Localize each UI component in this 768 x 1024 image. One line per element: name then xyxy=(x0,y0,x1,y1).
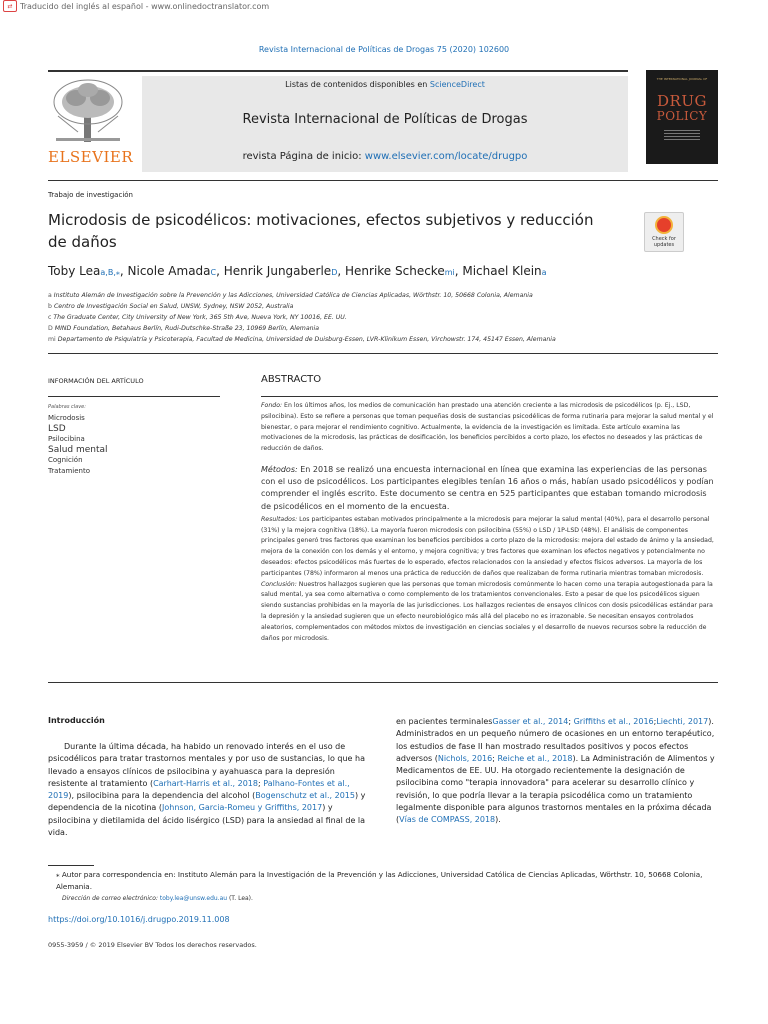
elsevier-tree-icon xyxy=(48,76,128,146)
citation-link[interactable]: Nichols, 2016 xyxy=(437,753,493,763)
divider xyxy=(48,682,718,683)
article-title: Microdosis de psicodélicos: motivaciones, efectos subjetivos y reducción de daños xyxy=(48,211,594,251)
contents-line: Listas de contenidos disponibles en ScienceDirect xyxy=(285,80,485,89)
keyword-list xyxy=(48,413,108,476)
publisher-name: ELSEVIER xyxy=(48,148,134,166)
intro-column-right xyxy=(396,716,718,827)
journal-title: Revista Internacional de Políticas de Drogas xyxy=(242,112,528,127)
copyright: 0955-3959 / © 2019 Elsevier BV Todos los derechos reservados. xyxy=(48,941,257,949)
divider xyxy=(48,353,718,354)
cover-title-policy: POLICY xyxy=(656,109,708,123)
author-affil-mark[interactable]: a xyxy=(541,268,547,277)
affiliation: c The Graduate Center, City University of New York, 365 5th Ave, Nueva York, NY 10016, EE. UU. xyxy=(48,314,347,321)
affiliation: a Instituto Alemán de Investigación sobre la Prevención y las Adicciones, Universidad Católica de Ciencias Aplicadas, Wörthstr. 10, 50668 Colonia, Alemania xyxy=(48,292,533,299)
author-name[interactable]: Toby Lea xyxy=(48,264,101,278)
citation-link[interactable]: Johnson, Garcia-Romeu y Griffiths, 2017 xyxy=(162,803,323,813)
corresponding-author-note: ⁎ Autor para correspondencia en: Instituto Alemán para la Investigación de la Prevención y las Adicciones, Universidad Católica de Ciencias Aplicadas, Wörthstr. 10, 50668 Colonia, Alemania. xyxy=(56,870,703,891)
keyword: Salud mental xyxy=(48,444,108,455)
keyword: Microdosis xyxy=(48,414,85,422)
journal-cover[interactable] xyxy=(646,70,718,164)
citation-link[interactable]: Vías de COMPASS, 2018 xyxy=(399,815,496,825)
journal-reference[interactable]: Revista Internacional de Políticas de Drogas 75 (2020) 102600 xyxy=(258,45,510,54)
footnote-rule xyxy=(48,865,94,866)
abstract-methods: Métodos: En 2018 se realizó una encuesta internacional en línea que examina las experiencias de las personas con el uso de psicodélicos. Los participantes elegibles tenían 16 años o más, habían usado psicodélicos y podían comprender el inglés escrito. Este documento se centra en 525 participantes que estaban tomando microdosis de psicodélicos en el momento de la encuesta. xyxy=(261,464,714,511)
check-for-updates-button[interactable] xyxy=(644,212,684,252)
translator-icon: ⇄ xyxy=(3,0,17,12)
citation-link[interactable]: Griffiths et al., 2016 xyxy=(573,717,654,726)
abstract-body xyxy=(261,401,718,644)
author-affil-mark[interactable]: a,B,⁎ xyxy=(100,268,120,277)
divider xyxy=(261,396,718,397)
abstract-heading: ABSTRACTO xyxy=(261,374,322,385)
affiliation: D MIND Foundation, Betahaus Berlín, Rudi-Dutschke-Straße 23, 10969 Berlín, Alemania xyxy=(48,325,320,332)
intro-paragraph: en pacientes terminalesGasser et al., 2014; Griffiths et al., 2016;Liechti, 2017). Administrados en un pequeño número de ocasiones en un entorno terapéutico, los estudios de fase II han mostrado resultados positivos y pocos efectos adversos (Nichols, 2016; Reiche et al., 2018). La Administración de Alimentos y Medicamentos de EE. UU. Ha otorgado recientemente la designación de psilocibina como "terapia innovadora" para acelerar su desarrollo clínico y revisión, lo que podría llevar a la terapia psicodélica como un tratamiento legalmente disponible para algunos trastornos mentales en la próxima década (Vías de COMPASS, 2018). xyxy=(396,717,715,825)
journal-banner xyxy=(142,76,628,172)
author-name[interactable]: Henrike Schecke xyxy=(345,264,445,278)
citation-link[interactable]: Gasser et al., 2014 xyxy=(492,717,569,726)
keyword: Cognición xyxy=(48,456,83,464)
keyword: Tratamiento xyxy=(48,466,90,475)
article-type: Trabajo de investigación xyxy=(48,191,133,199)
citation-link[interactable]: Palhano-Fontes et al., 2019 xyxy=(48,778,350,801)
author-affil-mark[interactable]: D xyxy=(331,268,338,277)
author-name[interactable]: Michael Klein xyxy=(462,264,542,278)
affiliations xyxy=(48,290,728,345)
translator-text[interactable]: Traducido del inglés al español - www.onlinedoctranslator.com xyxy=(20,1,270,11)
citation-link[interactable]: Liechti, 2017 xyxy=(656,717,709,726)
email-link[interactable]: toby.lea@unsw.edu.au xyxy=(159,895,228,902)
author-affil-mark[interactable]: mi xyxy=(444,268,455,277)
abstract-results: Resultados: Los participantes estaban motivados principalmente a la microdosis para mejorar la salud mental (40%), para el desarrollo personal (31%) y la mejora cognitiva (18%). La mayoría fueron microdosis con psilocibina (55%) o LSD / 1P-LSD (48%). El análisis de componentes principales generó tres factores que examinan los beneficios percibidos a corto plazo de la microdosis: mejora del estado de ánimo y la ansiedad, mejora de la conexión con los demás y el entorno, y mejora cognitiva; y tres factores que examinan los efectos negativos y potencialmente no deseados: efectos psicodélicos más fuertes de lo esperado, efectos relacionados con la ansiedad y efectos físicos adversos. La mayoría de los participantes (78%) informaron al menos una práctica de reducción de daños que realizaban de forma rutinaria mientras tomaban microdosis. xyxy=(261,515,714,577)
citation-link[interactable]: Carhart-Harris et al., 2018 xyxy=(153,778,258,788)
intro-heading: Introducción xyxy=(48,716,105,725)
cover-title-drug: DRUG xyxy=(657,92,707,110)
abstract-background: Fondo: En los últimos años, los medios de comunicación han prestado una atención creciente a las microdosis de psicodélicos (p. Ej., LSD, psilocibina). Esto se refiere a personas que toman pequeñas dosis de sustancias psicodélicas de forma rutinaria para mejorar la salud mental y el bienestar, o para mejorar el rendimiento cognitivo. Actualmente, la evidencia de la investigación es limitada. Este artículo examina las motivaciones de la microdosis, las prácticas de dosificación, los beneficios percibidos a corto plazo, los efectos no deseados y las prácticas de reducción de daños. xyxy=(261,402,714,453)
check-updates-icon xyxy=(655,216,673,234)
citation-link[interactable]: Bogenschutz et al., 2015 xyxy=(255,791,355,801)
translator-bar[interactable] xyxy=(0,0,269,12)
header-bottom-rule xyxy=(48,180,718,181)
author-name[interactable]: Nicole Amada xyxy=(127,264,211,278)
doi-link[interactable]: https://doi.org/10.1016/j.drugpo.2019.11.008 xyxy=(48,915,230,924)
header-top-rule xyxy=(48,70,628,72)
article-info-heading: INFORMACIÓN DEL ARTÍCULO xyxy=(48,377,144,385)
check-updates-label: Check for updates xyxy=(652,236,676,248)
homepage-link[interactable]: www.elsevier.com/locate/drugpo xyxy=(364,151,528,162)
keyword: Psilocibina xyxy=(48,435,85,443)
sciencedirect-link[interactable]: ScienceDirect xyxy=(429,80,485,89)
author-name[interactable]: Henrik Jungaberle xyxy=(223,264,332,278)
elsevier-logo xyxy=(48,76,134,166)
divider xyxy=(48,396,220,397)
abstract-conclusion: Conclusión: Nuestros hallazgos sugieren que las personas que toman microdosis comúnmente lo hacen como una terapia autogestionada para la salud mental, ya sea como alternativa o como complemento de los tratamientos convencionales. Esto a pesar de que los psicodélicos siguen siendo sustancias prohibidas en la mayoría de las jurisdicciones. Los hallazgos recientes de ensayos clínicos con dosis psicodélicas estándar para la depresión y la ansiedad sugieren que un efecto neurobiológico más allá del placebo no es irrazonable. Se necesitan ensayos controlados aleatorios, complementados con métodos mixtos de investigación en ciencias sociales y el desarrollo de nuevos recursos sobre la reducción de daños por microdosis. xyxy=(261,580,713,642)
intro-column-left xyxy=(48,741,370,839)
homepage-line: revista Página de inicio: www.elsevier.com/locate/drugpo xyxy=(242,151,528,162)
affiliation: mi Departamento de Psiquiatría y Psicoterapia, Facultad de Medicina, Universidad de Duisburg-Essen, LVR-Klinikum Essen, Virchowstr. 174, 45147 Essen, Alemania xyxy=(48,336,556,343)
keyword: LSD xyxy=(48,423,66,434)
author-list: Toby Leaa,B,⁎, Nicole AmadaC, Henrik JungaberleD, Henrike Scheckemi, Michael Kleina xyxy=(48,264,547,278)
intro-paragraph: Durante la última década, ha habido un renovado interés en el uso de psicodélicos para tratar trastornos mentales y por uso de sustancias, lo que ha llevado a ensayos clínicos de psilocibina y ayahuasca para la depresión resistente al tratamiento (Carhart-Harris et al., 2018; Palhano-Fontes et al., 2019), psilocibina para la dependencia del alcohol (Bogenschutz et al., 2015) y dependencia de la nicotina (Johnson, Garcia-Romeu y Griffiths, 2017) y psilocibina y dietilamida del ácido lisérgico (LSD) para la ansiedad al final de la vida. xyxy=(48,742,366,838)
cover-decoration xyxy=(664,130,700,142)
email-line: Dirección de correo electrónico: toby.lea@unsw.edu.au (T. Lea). xyxy=(62,895,253,902)
author-affil-mark[interactable]: C xyxy=(210,268,217,277)
citation-link[interactable]: Reiche et al., 2018 xyxy=(497,753,573,763)
affiliation: b Centro de Investigación Social en Salud, UNSW, Sydney, NSW 2052, Australia xyxy=(48,303,294,310)
keywords-heading: Palabras clave: xyxy=(48,404,86,410)
cover-top-text: THE INTERNATIONAL JOURNAL OF xyxy=(656,77,708,81)
